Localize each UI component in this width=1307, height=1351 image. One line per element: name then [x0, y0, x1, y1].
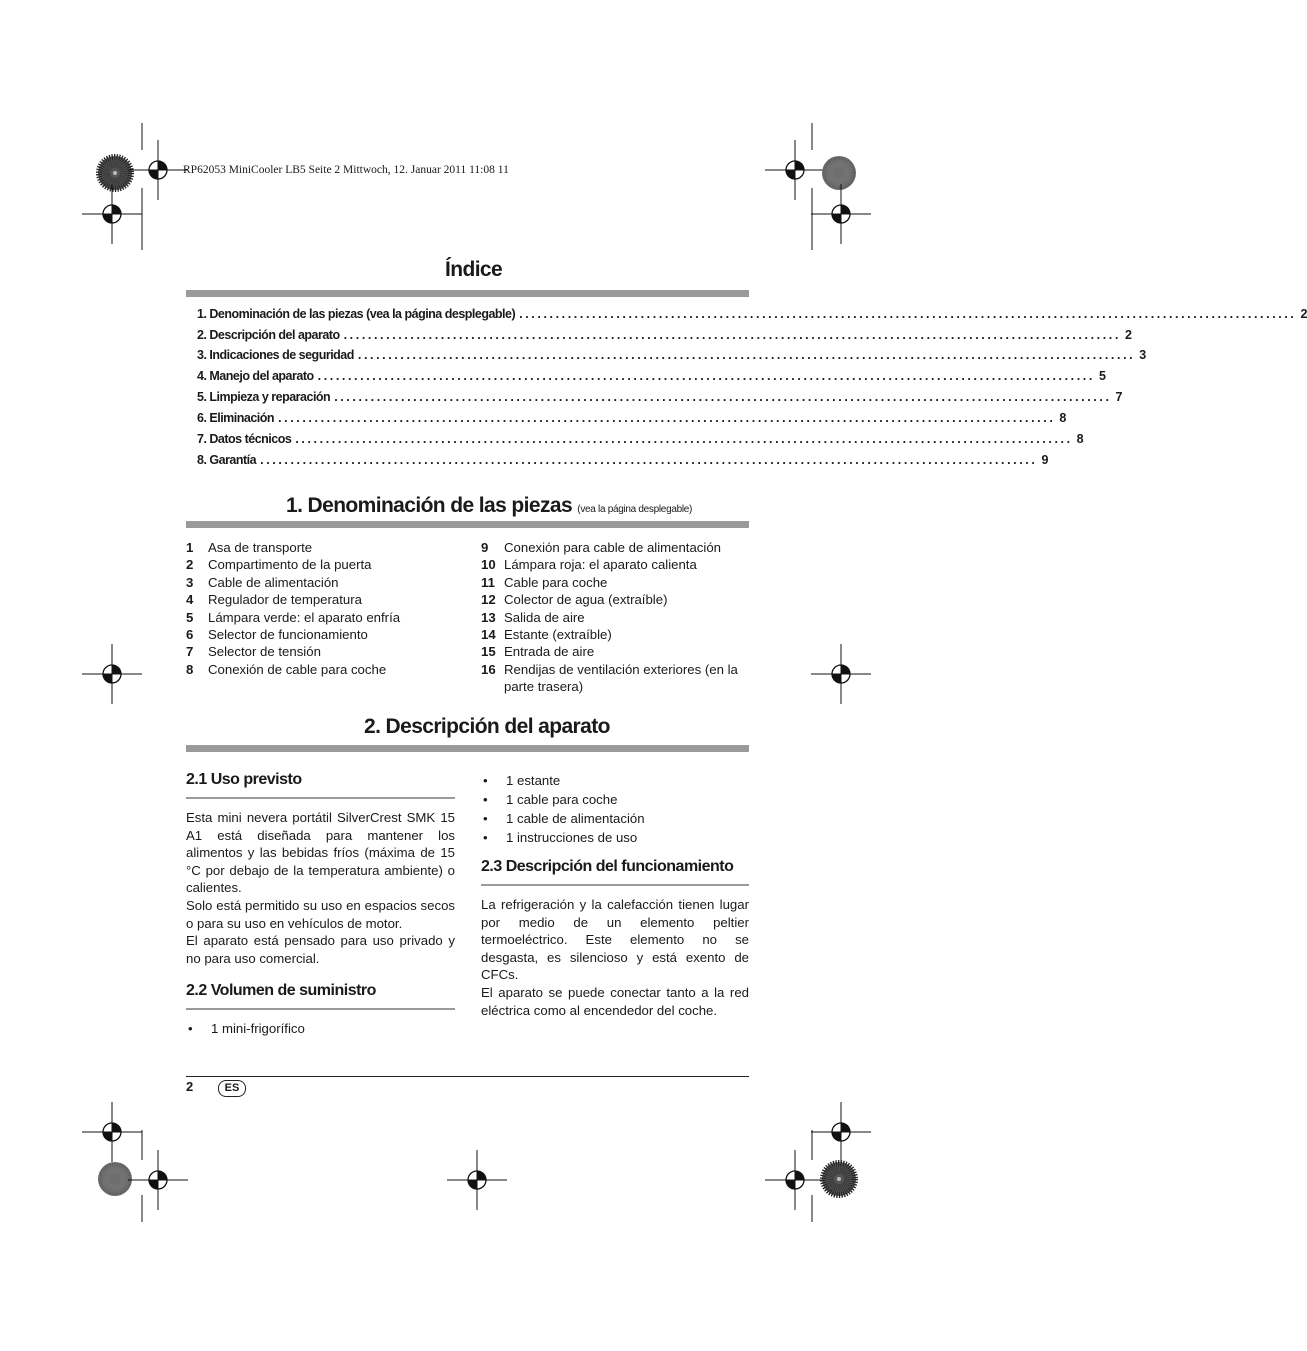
parts-list-right	[481, 539, 749, 696]
list-item: 16 Rendijas de ventilación exteriores (en la parte trasera)	[481, 661, 738, 695]
toc-entry[interactable]: 1. Denominación de las piezas (vea la página desplegable) ................................................................................................................................ 2	[197, 307, 1307, 321]
toc-entry[interactable]: 7. Datos técnicos ................................................................................................................................ 8	[197, 432, 1084, 446]
volumen-heading: 2.2 Volumen de suministro	[186, 982, 376, 999]
list-item: • 1 mini-frigorífico	[188, 1021, 305, 1036]
section1-subtitle: (vea la página desplegable)	[577, 504, 693, 515]
print-slug: RP62053 MiniCooler LB5 Seite 2 Mittwoch, 12. Januar 2011 11:08 11	[183, 164, 509, 176]
index-title-bar	[186, 290, 749, 297]
toc-leader: ................................................................................................................................	[519, 307, 1297, 321]
list-item: 14 Estante (extraíble)	[481, 627, 612, 643]
uso-previsto-heading: 2.1 Uso previsto	[186, 771, 302, 788]
toc-entry[interactable]: 5. Limpieza y reparación ................................................................................................................................ 7	[197, 390, 1123, 404]
toc-page-number: 8	[1059, 411, 1067, 425]
list-item: • 1 instrucciones de uso	[483, 830, 638, 845]
list-item: 11 Cable para coche	[481, 574, 608, 590]
list-item: 3 Cable de alimentación	[186, 574, 339, 590]
language-badge: ES	[218, 1080, 246, 1097]
page-number: 2	[186, 1079, 194, 1094]
list-item: 8 Conexión de cable para coche	[186, 661, 387, 677]
toc-page-number: 3	[1139, 348, 1147, 362]
parts-list-left	[186, 539, 456, 678]
toc-page-number: 5	[1098, 369, 1106, 383]
heading-rule	[186, 797, 455, 799]
list-item: 2 Compartimento de la puerta	[186, 557, 372, 573]
toc-leader: ................................................................................................................................	[343, 328, 1121, 342]
toc-entry[interactable]: 2. Descripción del aparato ................................................................................................................................ 2	[197, 328, 1132, 342]
toc-leader: ................................................................................................................................	[334, 390, 1112, 404]
list-item: 4 Regulador de temperatura	[186, 592, 362, 608]
funcionamiento-text: La refrigeración y la calefacción tienen lugar por medio de un elemento peltier termoeléctrico. Este elemento no se desgasta, es silencioso y está exento de CFCs. El aparato se puede conectar tanto a la red eléctrica como al encendedor del coche.	[481, 897, 749, 1018]
volumen-list	[186, 1019, 455, 1038]
section1-title-bar	[186, 521, 749, 528]
list-item: • 1 estante	[483, 773, 561, 788]
list-item: 5 Lámpara verde: el aparato enfría	[186, 609, 401, 625]
toc-leader: ................................................................................................................................	[278, 411, 1056, 425]
toc-entry[interactable]: 4. Manejo del aparato ................................................................................................................................ 5	[197, 369, 1106, 383]
list-item: 9 Conexión para cable de alimentación	[481, 540, 722, 555]
list-item: 12 Colector de agua (extraíble)	[481, 592, 668, 608]
toc-leader: ................................................................................................................................	[357, 348, 1136, 362]
list-item: 7 Selector de tensión	[186, 644, 321, 660]
funcionamiento-heading: 2.3 Descripción del funcionamiento	[481, 858, 734, 875]
toc-entry[interactable]: 3. Indicaciones de seguridad ................................................................................................................................ 3	[197, 348, 1147, 362]
toc-page-number: 9	[1041, 453, 1049, 467]
list-item: • 1 cable para coche	[483, 792, 618, 807]
toc-entry[interactable]: 6. Eliminación ................................................................................................................................ 8	[197, 411, 1067, 425]
toc-entry[interactable]: 8. Garantía ................................................................................................................................ 9	[197, 453, 1049, 467]
heading-rule	[481, 884, 749, 886]
toc-leader: ................................................................................................................................	[295, 432, 1073, 446]
toc-page-number: 7	[1115, 390, 1123, 404]
section2-title-bar	[186, 745, 749, 752]
toc-page-number: 8	[1076, 432, 1084, 446]
section2-title: 2. Descripción del aparato	[364, 715, 610, 738]
list-item: 15 Entrada de aire	[481, 644, 595, 660]
list-item: 13 Salida de aire	[481, 609, 585, 625]
list-item: • 1 cable de alimentación	[483, 811, 645, 826]
toc-page-number: 2	[1124, 328, 1132, 342]
footer-rule	[186, 1076, 749, 1077]
volumen-list-continued	[481, 771, 749, 847]
list-item: 1 Asa de transporte	[186, 540, 313, 555]
toc-leader: ................................................................................................................................	[317, 369, 1095, 383]
section1-title: 1. Denominación de las piezas (vea la página desplegable)	[286, 494, 693, 517]
list-item: 6 Selector de funcionamiento	[186, 627, 368, 643]
uso-previsto-text: Esta mini nevera portátil SilverCrest SMK 15 A1 está diseñada para mantener los alimentos y las bebidas fríos (máxima de 15 °C por debajo de la temperatura ambiente) o calientes. Solo está permitido su uso en espacios secos o para su uso en vehículos de motor. El aparato está pensado para uso privado y no para uso comercial.	[186, 810, 455, 966]
index-title: Índice	[445, 258, 503, 281]
toc-page-number: 2	[1300, 307, 1307, 321]
toc-leader: ................................................................................................................................	[260, 453, 1038, 467]
list-item: 10 Lámpara roja: el aparato calienta	[481, 557, 697, 573]
heading-rule	[186, 1008, 455, 1010]
